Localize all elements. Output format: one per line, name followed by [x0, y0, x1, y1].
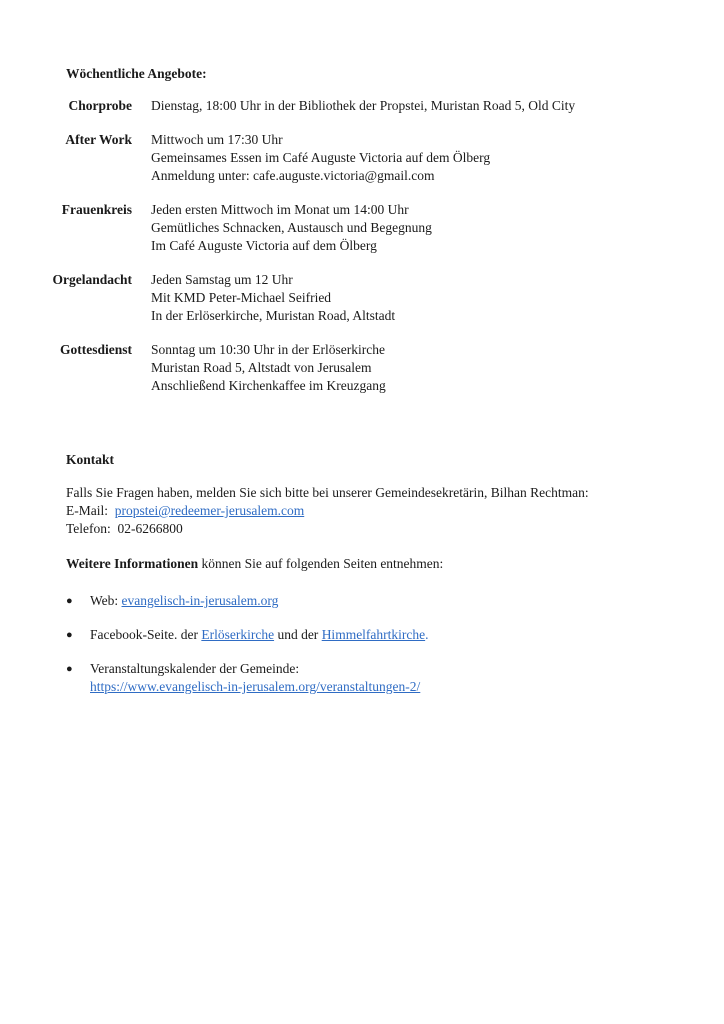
- event-label: Gottesdienst: [60, 342, 132, 357]
- list-item-facebook: [66, 626, 666, 644]
- event-line: Anschließend Kirchenkaffee im Kreuzgang: [151, 378, 386, 393]
- weekly-events-list: [0, 97, 724, 411]
- facebook-middle: und der: [274, 627, 322, 642]
- event-frauenkreis: [0, 201, 724, 255]
- event-line: Mittwoch um 17:30 Uhr: [151, 132, 283, 147]
- event-details: [151, 271, 395, 325]
- more-info-bold: Weitere Informationen: [66, 556, 199, 571]
- bullet-dot-icon: ●: [66, 629, 73, 641]
- email-link[interactable]: propstei@redeemer-jerusalem.com: [114, 503, 305, 518]
- more-info-rest: können Sie auf folgenden Seiten entnehmen:: [198, 556, 444, 571]
- links-list: [66, 592, 666, 712]
- event-label: Orgelandacht: [52, 272, 132, 287]
- more-info-text: [66, 556, 443, 572]
- calendar-link[interactable]: https://www.evangelisch-in-jerusalem.org/veranstaltungen-2/: [90, 679, 421, 694]
- list-item-web: [66, 592, 666, 610]
- calendar-label: Veranstaltungskalender der Gemeinde:: [90, 661, 300, 676]
- event-details: [151, 201, 432, 255]
- contact-heading: Kontakt: [66, 452, 115, 467]
- facebook-prefix: Facebook-Seite. der: [90, 627, 202, 642]
- event-gottesdienst: [0, 341, 724, 395]
- bullet-dot-icon: ●: [66, 595, 73, 607]
- event-line: In der Erlöserkirche, Muristan Road, Altstadt: [151, 308, 396, 323]
- event-line: Sonntag um 10:30 Uhr in der Erlöserkirche: [151, 342, 385, 357]
- contact-email-line: [66, 502, 589, 520]
- event-details: [151, 131, 490, 185]
- event-orgelandacht: [0, 271, 724, 325]
- event-label: Frauenkreis: [61, 202, 132, 217]
- bullet-dot-icon: ●: [66, 663, 73, 675]
- event-after-work: [0, 131, 724, 185]
- event-details: [151, 341, 386, 395]
- event-line: Im Café Auguste Victoria auf dem Ölberg: [151, 238, 377, 253]
- event-label: Chorprobe: [68, 98, 132, 113]
- list-item-calendar: [66, 660, 666, 696]
- event-line: Dienstag, 18:00 Uhr in der Bibliothek der Propstei, Muristan Road 5, Old City: [151, 98, 576, 113]
- event-line: Anmeldung unter: cafe.auguste.victoria@gmail.com: [151, 168, 435, 183]
- event-line: Jeden ersten Mittwoch im Monat um 14:00 Uhr: [151, 202, 409, 217]
- contact-intro: Falls Sie Fragen haben, melden Sie sich bitte bei unserer Gemeindesekretärin, Bilhan Rechtman:: [66, 485, 589, 500]
- contact-block: [66, 484, 589, 538]
- facebook-suffix: .: [425, 627, 429, 642]
- phone-label: Telefon:: [66, 521, 111, 536]
- event-line: Gemütliches Schnacken, Austausch und Begegnung: [151, 220, 432, 235]
- weekly-offers-heading: Wöchentliche Angebote:: [66, 66, 207, 81]
- event-line: Muristan Road 5, Altstadt von Jerusalem: [151, 360, 372, 375]
- phone-number: 02-6266800: [117, 521, 183, 536]
- erloeserkirche-link[interactable]: Erlöserkirche: [201, 627, 275, 642]
- web-label: Web:: [90, 593, 122, 608]
- himmelfahrtkirche-link[interactable]: Himmelfahrtkirche: [321, 627, 426, 642]
- list-item-text: [90, 626, 429, 644]
- contact-phone-line: [66, 520, 589, 538]
- web-link[interactable]: evangelisch-in-jerusalem.org: [121, 593, 279, 608]
- list-item-text: [90, 592, 278, 610]
- event-line: Jeden Samstag um 12 Uhr: [151, 272, 293, 287]
- event-label: After Work: [65, 132, 132, 147]
- event-line: Gemeinsames Essen im Café Auguste Victoria auf dem Ölberg: [151, 150, 491, 165]
- event-line: Mit KMD Peter-Michael Seifried: [151, 290, 332, 305]
- email-label: E-Mail:: [66, 503, 108, 518]
- list-item-text: [90, 660, 420, 696]
- event-chorprobe: [0, 97, 724, 115]
- event-details: [151, 97, 575, 115]
